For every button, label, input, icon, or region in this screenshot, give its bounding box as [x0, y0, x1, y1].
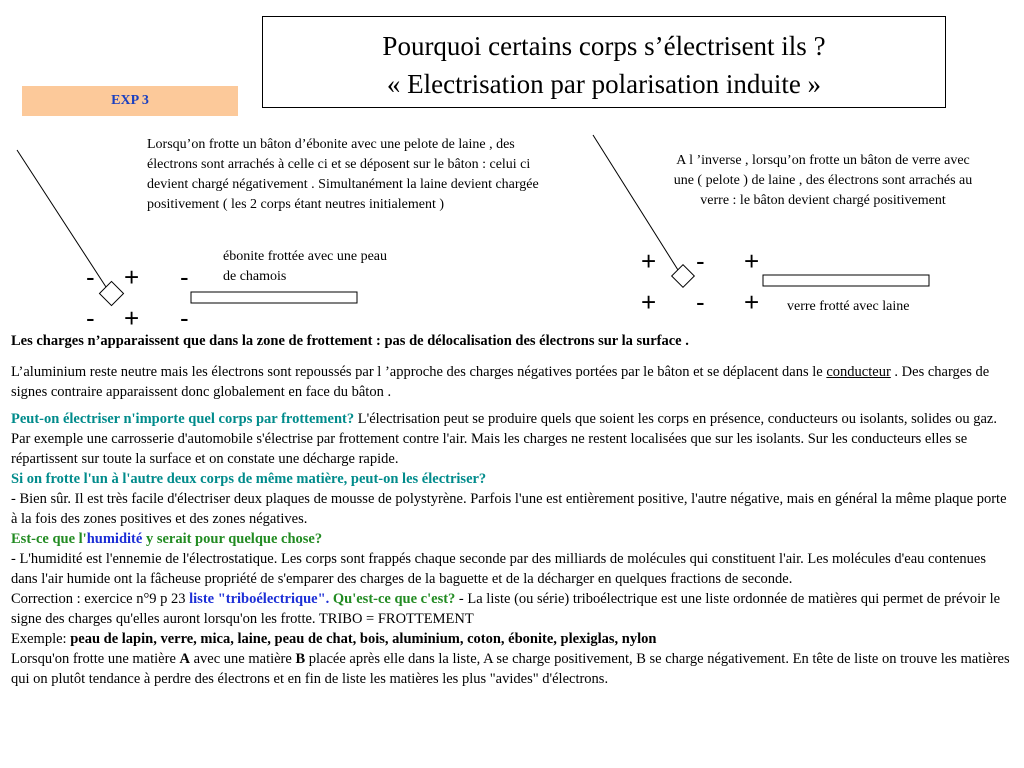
conductor-term: conducteur: [826, 364, 891, 380]
title-line-1: Pourquoi certains corps s’électrisent ils ?: [382, 31, 826, 61]
charge-sign: -: [86, 303, 95, 333]
charge-sign: -: [86, 262, 95, 292]
final-paragraph: [11, 649, 1011, 689]
final-text-2: avec une matière: [189, 651, 296, 667]
humidity-term: humidité: [86, 531, 143, 547]
material-a: A: [179, 651, 190, 667]
aluminium-text-end: . Des charges de signes contraire apparaissent donc globalement en face du bâton .: [11, 364, 990, 400]
right-pendulum-thread: [593, 135, 678, 270]
answer-3: - L'humidité est l'ennemie de l'électrostatique. Les corps sont frappés chaque seconde par des milliards de molécules qui constituent l'air. Les molécules d'eau contenues dans l'air humide ont la fâcheuse propriété de s'emparer des charges de la baguette et de la décharger en quelques fractions de seconde.: [11, 551, 986, 587]
glass-rod: [763, 275, 929, 286]
aluminium-paragraph: [11, 362, 1011, 402]
correction-paragraph: [11, 589, 1011, 629]
charge-sign: -: [696, 246, 705, 276]
question-3: [11, 529, 1011, 549]
ebonite-explanation: Lorsqu’on frotte un bâton d’ébonite avec une pelote de laine , des électrons sont arrachés à celle ci et se déposent sur le bâton : celui ci devient chargé négativement . Simultanément la laine devient chargée positivement ( les 2 corps étant neutres initialement ): [147, 137, 539, 212]
main-body: [11, 409, 1011, 689]
paragraph-example-car: Par exemple une carrosserie d'automobile s'électrise par frottement contre l'air. Mais les charges ne restent localisées que sur les isolants. Sur les conducteurs elles se répartissent sur toute la surface et on constate une décharge rapide.: [11, 431, 968, 467]
charge-sign: +: [641, 246, 657, 276]
answer-1: L'électrisation peut se produire quels que soient les corps en présence, conducteurs ou isolants, solides ou gaz.: [354, 411, 997, 427]
glass-rod-label: verre frotté avec laine: [787, 299, 910, 314]
title-line-2: « Electrisation par polarisation induite »: [386, 69, 822, 99]
triboelectric-definition: - La liste (ou série) triboélectrique est une liste ordonnée de matières qui permet de prévoir le signe des charges qu'elles auront lorsqu'on les frotte. TRIBO = FROTTEMENT: [11, 591, 1001, 627]
charge-sign: +: [124, 303, 140, 333]
exp-label: EXP 3: [22, 86, 238, 116]
charge-sign: +: [744, 246, 760, 276]
material-b: B: [295, 651, 306, 667]
charge-sign: -: [696, 287, 705, 317]
ebonite-rod-label: ébonite frottée avec une peau de chamois: [223, 249, 388, 284]
question-2: Si on frotte l'un à l'autre deux corps de même matière, peut-on les électriser?: [11, 471, 487, 487]
charge-sign: +: [744, 287, 760, 317]
example-label: Exemple:: [11, 631, 71, 647]
ebonite-rod: [191, 292, 357, 303]
left-pendulum-ball: [99, 281, 123, 305]
paragraph-q1: [11, 409, 1011, 429]
correction-label: Correction : exercice n°9 p 23: [11, 591, 190, 607]
triboelectric-list-term: liste "triboélectrique".: [189, 591, 330, 607]
charge-sign: -: [180, 262, 189, 292]
triboelectric-question: Qu'est-ce que c'est?: [329, 591, 456, 607]
charge-sign: +: [124, 262, 140, 292]
conclusion-text: Les charges n’apparaissent que dans la zone de frottement : pas de délocalisation des électrons sur la surface .: [11, 333, 689, 349]
triboelectric-series: peau de lapin, verre, mica, laine, peau de chat, bois, aluminium, coton, ébonite, plexiglas, nylon: [70, 631, 657, 647]
glass-explanation: A l ’inverse , lorsqu’on frotte un bâton de verre avec une ( pelote ) de laine , des électrons sont arrachés au verre : le bâton devient chargé positivement: [673, 153, 973, 208]
aluminium-text-start: L’aluminium reste neutre mais les électrons sont repoussés par l ’approche des charges négatives portées par le bâton et se déplacent dans le: [11, 364, 827, 380]
question-3-start: Est-ce que l': [11, 531, 87, 547]
example-paragraph: [11, 629, 1011, 649]
question-1: Peut-on électriser n'importe quel corps par frottement?: [11, 411, 355, 427]
final-text-1: Lorsqu'on frotte une matière: [11, 651, 180, 667]
charge-sign: -: [180, 303, 189, 333]
charge-sign: +: [641, 287, 657, 317]
right-pendulum-ball: [672, 265, 695, 288]
final-text-3: placée après elle dans la liste, A se charge positivement, B se charge négativement. En tête de liste on trouve les matières qui on plutôt tendance à perdre des électrons et en fin de liste les matières les plus "avides" d'électrons.: [11, 651, 1010, 687]
answer-2: - Bien sûr. Il est très facile d'électriser deux plaques de mousse de polystyrène. Parfois l'une est entièrement positive, l'autre négative, mais en général la même plaque porte à la fois des zones positives et des zones négatives.: [11, 491, 1007, 527]
question-3-end: y serait pour quelque chose?: [142, 531, 323, 547]
